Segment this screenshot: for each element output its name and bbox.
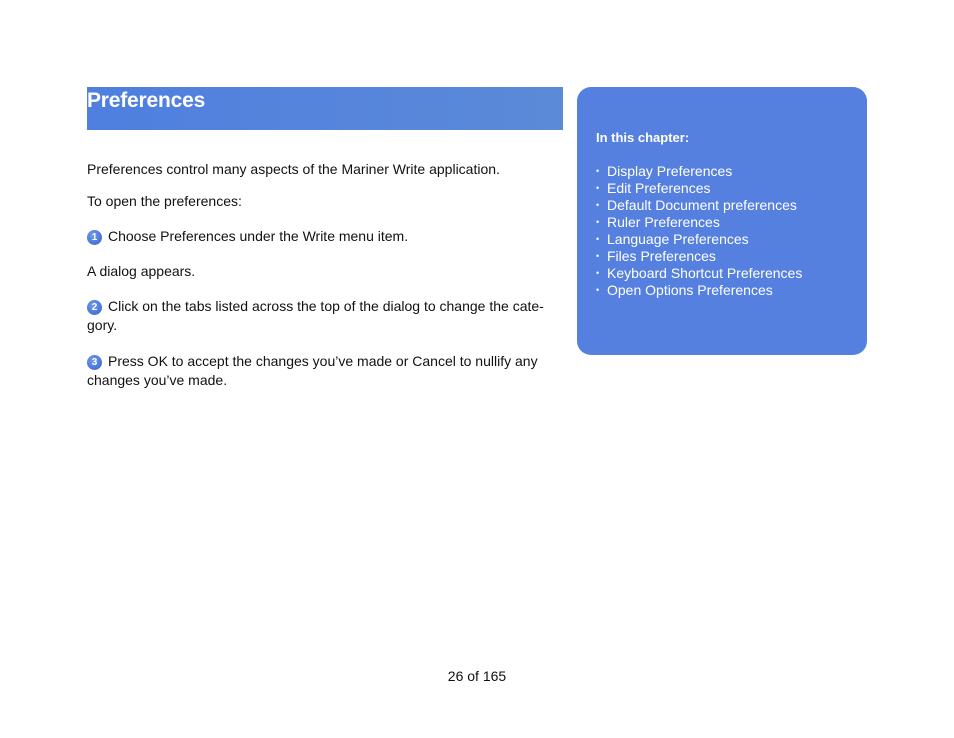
list-item[interactable] <box>596 231 802 248</box>
chapter-link[interactable]: Language Preferences <box>607 231 749 247</box>
chapter-link[interactable]: Edit Preferences <box>607 180 711 196</box>
bullet-icon: • <box>596 183 600 193</box>
chapter-contents-list <box>596 163 802 299</box>
intro-paragraph: Preferences control many aspects of the Mariner Write application. <box>87 161 500 177</box>
chapter-link[interactable]: Default Document preferences <box>607 197 797 213</box>
bullet-icon: • <box>596 217 600 227</box>
bullet-icon: • <box>596 200 600 210</box>
step-2 <box>87 297 563 335</box>
chapter-link[interactable]: Keyboard Shortcut Preferences <box>607 265 803 281</box>
step-text: Click on the tabs listed across the top of the dialog to change the cate-gory. <box>87 298 544 333</box>
chapter-link[interactable]: Display Preferences <box>607 163 733 179</box>
step-number-badge: 3 <box>87 355 102 370</box>
bullet-icon: • <box>596 285 600 295</box>
title-bar <box>87 87 563 130</box>
bullet-icon: • <box>596 234 600 244</box>
chapter-link[interactable]: Files Preferences <box>607 248 716 264</box>
bullet-icon: • <box>596 251 600 261</box>
list-item[interactable] <box>596 163 802 180</box>
list-item[interactable] <box>596 282 802 299</box>
list-item[interactable] <box>596 248 802 265</box>
step-number-badge: 1 <box>87 230 102 245</box>
step-3 <box>87 352 563 390</box>
page-number: 26 of 165 <box>447 668 507 684</box>
chapter-contents-heading: In this chapter: <box>596 130 690 145</box>
list-item[interactable] <box>596 197 802 214</box>
step-text: Press OK to accept the changes you’ve made or Cancel to nullify any changes you’ve made. <box>87 353 538 388</box>
bullet-icon: • <box>596 166 600 176</box>
step-number-badge: 2 <box>87 300 102 315</box>
chapter-contents-box <box>577 87 867 355</box>
list-item[interactable] <box>596 214 802 231</box>
bullet-icon: • <box>596 268 600 278</box>
page-title: Preferences <box>87 89 206 112</box>
step-text: Choose Preferences under the Write menu item. <box>108 228 409 244</box>
dialog-note: A dialog appears. <box>87 263 196 279</box>
list-item[interactable] <box>596 180 802 197</box>
step-1 <box>87 227 563 246</box>
chapter-link[interactable]: Ruler Preferences <box>607 214 720 230</box>
open-instructions: To open the preferences: <box>87 193 242 209</box>
chapter-link[interactable]: Open Options Preferences <box>607 282 773 298</box>
list-item[interactable] <box>596 265 802 282</box>
